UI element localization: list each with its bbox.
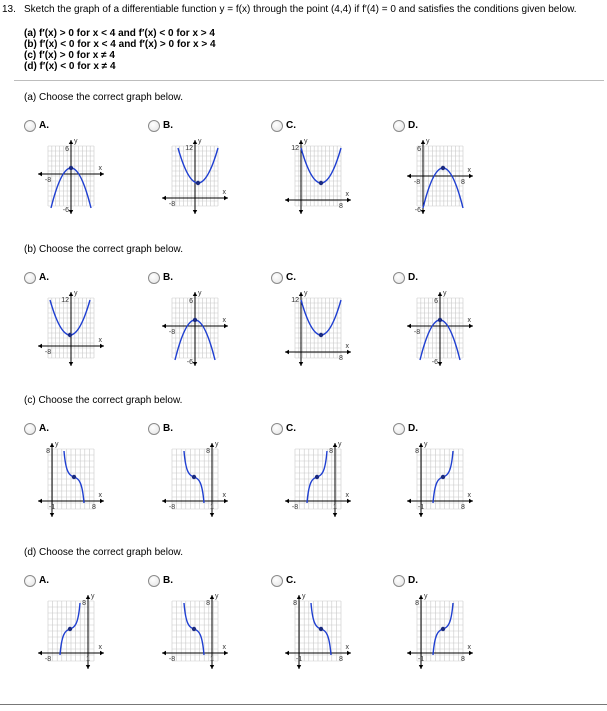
x-axis-arrow: [469, 499, 473, 503]
y-axis-arrow: [193, 292, 197, 296]
option-d-part-d[interactable]: [393, 575, 483, 591]
tick-label: 8: [415, 600, 419, 607]
radio-button[interactable]: [271, 423, 283, 435]
y-axis-arrow: [86, 665, 90, 669]
y-axis-arrow: [193, 210, 197, 214]
tick-label: 1: [210, 504, 214, 511]
option-b-part-c[interactable]: [148, 423, 238, 439]
y-axis-arrow: [297, 665, 301, 669]
y-axis-arrow: [86, 595, 90, 599]
radio-button[interactable]: [393, 423, 405, 435]
tick-label: 12: [61, 297, 69, 304]
graph-option: [277, 441, 357, 521]
x-axis-arrow: [407, 324, 411, 328]
tick-label: -8: [44, 349, 52, 356]
y-axis-label: y: [304, 138, 308, 145]
y-axis-arrow: [210, 665, 214, 669]
tick-label: 8: [206, 448, 210, 455]
x-axis-arrow: [407, 651, 411, 655]
x-axis-arrow: [100, 344, 104, 348]
radio-button[interactable]: [271, 575, 283, 587]
point-4-4: [72, 475, 76, 479]
graph-option: [154, 441, 234, 521]
option-d-part-c[interactable]: [393, 423, 483, 439]
x-axis-label: x: [345, 191, 349, 198]
tick-label: -8: [44, 656, 52, 663]
radio-button[interactable]: [148, 120, 160, 132]
tick-label: 1: [333, 504, 337, 511]
tick-label: 8: [415, 448, 419, 455]
option-c-part-a[interactable]: [271, 120, 361, 136]
option-c-part-b[interactable]: [271, 272, 361, 288]
radio-button[interactable]: [24, 272, 36, 284]
graph-option: [399, 441, 479, 521]
graph-option: [399, 290, 479, 370]
tick-label: 12: [291, 297, 299, 304]
x-axis-label: x: [98, 165, 102, 172]
y-axis-arrow: [419, 443, 423, 447]
option-label: B.: [163, 120, 173, 131]
tick-label: 6: [434, 298, 438, 305]
x-axis-label: x: [467, 167, 471, 174]
x-axis-label: x: [98, 644, 102, 651]
tick-label: 8: [82, 600, 86, 607]
y-axis-label: y: [443, 290, 447, 297]
function-curve: [301, 300, 341, 335]
y-axis-label: y: [424, 441, 428, 448]
y-axis-arrow: [333, 443, 337, 447]
radio-button[interactable]: [148, 272, 160, 284]
x-axis-arrow: [38, 499, 42, 503]
x-axis-label: x: [98, 337, 102, 344]
option-c-part-c[interactable]: [271, 423, 361, 439]
y-axis-arrow: [299, 140, 303, 144]
y-axis-arrow: [50, 443, 54, 447]
condition-d: (d) f′(x) < 0 for x ≠ 4: [24, 61, 116, 72]
radio-button[interactable]: [148, 423, 160, 435]
x-axis-label: x: [345, 492, 349, 499]
x-axis-arrow: [38, 344, 42, 348]
radio-button[interactable]: [24, 120, 36, 132]
graph-option: [30, 441, 110, 521]
y-axis-arrow: [297, 595, 301, 599]
option-a-part-c[interactable]: [24, 423, 114, 439]
x-axis-label: x: [222, 492, 226, 499]
point-4-4: [68, 333, 72, 337]
radio-button[interactable]: [393, 575, 405, 587]
option-label: A.: [39, 423, 49, 434]
tick-label: 12: [291, 145, 299, 152]
tick-label: -1: [295, 656, 303, 663]
y-axis-arrow: [438, 362, 442, 366]
tick-label: -6: [414, 207, 421, 214]
condition-b: (b) f′(x) < 0 for x < 4 and f′(x) > 0 for x > 4: [24, 39, 216, 50]
y-axis-label: y: [215, 593, 219, 600]
bottom-divider: [0, 704, 607, 705]
y-axis-arrow: [210, 443, 214, 447]
divider: [14, 80, 604, 81]
option-label: A.: [39, 120, 49, 131]
option-label: B.: [163, 272, 173, 283]
y-axis-label: y: [198, 290, 202, 297]
graph-option: [277, 138, 357, 218]
x-axis-arrow: [347, 198, 351, 202]
option-label: B.: [163, 575, 173, 586]
y-axis-arrow: [193, 140, 197, 144]
y-axis-label: y: [424, 593, 428, 600]
graph-option: [277, 593, 357, 673]
x-axis-arrow: [347, 350, 351, 354]
tick-label: 8: [339, 656, 343, 663]
radio-button[interactable]: [271, 120, 283, 132]
option-a-part-a[interactable]: [24, 120, 114, 136]
y-axis-arrow: [69, 292, 73, 296]
y-axis-arrow: [419, 595, 423, 599]
condition-c: (c) f′(x) > 0 for x ≠ 4: [24, 50, 115, 61]
tick-label: 8: [293, 600, 297, 607]
graph-option: [277, 290, 357, 370]
point-4-4: [69, 166, 73, 170]
x-axis-arrow: [100, 499, 104, 503]
point-4-4: [196, 181, 200, 185]
option-b-part-a[interactable]: [148, 120, 238, 136]
x-axis-arrow: [224, 324, 228, 328]
tick-label: -8: [168, 504, 176, 511]
part-prompt: (a) Choose the correct graph below.: [24, 92, 183, 103]
y-axis-label: y: [198, 138, 202, 145]
x-axis-arrow: [38, 172, 42, 176]
y-axis-label: y: [215, 441, 219, 448]
y-axis-arrow: [50, 513, 54, 517]
option-label: D.: [408, 120, 418, 131]
tick-label: -6: [62, 207, 69, 214]
tick-label: -6: [186, 359, 193, 366]
option-label: D.: [408, 423, 418, 434]
tick-label: 1: [86, 656, 90, 663]
option-label: C.: [286, 272, 296, 283]
x-axis-arrow: [285, 499, 289, 503]
y-axis-label: y: [304, 290, 308, 297]
y-axis-label: y: [55, 441, 59, 448]
function-curve: [301, 148, 341, 183]
x-axis-label: x: [222, 317, 226, 324]
x-axis-arrow: [285, 198, 289, 202]
tick-label: 8: [461, 504, 465, 511]
y-axis-arrow: [69, 362, 73, 366]
y-axis-label: y: [91, 593, 95, 600]
x-axis-arrow: [469, 174, 473, 178]
point-4-4: [193, 318, 197, 322]
tick-label: -1: [48, 504, 56, 511]
graph-option: [30, 138, 110, 218]
point-4-4: [441, 475, 445, 479]
y-axis-arrow: [210, 595, 214, 599]
option-label: D.: [408, 272, 418, 283]
option-label: A.: [39, 272, 49, 283]
option-b-part-b[interactable]: [148, 272, 238, 288]
x-axis-arrow: [162, 324, 166, 328]
point-4-4: [319, 181, 323, 185]
point-4-4: [68, 627, 72, 631]
y-axis-arrow: [419, 513, 423, 517]
x-axis-arrow: [407, 499, 411, 503]
function-curve: [178, 148, 218, 183]
radio-button[interactable]: [148, 575, 160, 587]
x-axis-arrow: [347, 499, 351, 503]
option-b-part-d[interactable]: [148, 575, 238, 591]
point-4-4: [319, 333, 323, 337]
x-axis-arrow: [469, 324, 473, 328]
tick-label: 1: [210, 656, 214, 663]
option-label: A.: [39, 575, 49, 586]
x-axis-label: x: [345, 343, 349, 350]
part-prompt: (c) Choose the correct graph below.: [24, 395, 183, 406]
option-d-part-b[interactable]: [393, 272, 483, 288]
tick-label: -1: [417, 656, 425, 663]
tick-label: -8: [44, 177, 52, 184]
radio-button[interactable]: [24, 423, 36, 435]
tick-label: -8: [413, 179, 421, 186]
tick-label: 8: [329, 448, 333, 455]
option-label: C.: [286, 575, 296, 586]
tick-label: -8: [168, 656, 176, 663]
tick-label: 8: [339, 355, 343, 362]
x-axis-arrow: [224, 196, 228, 200]
y-axis-arrow: [193, 362, 197, 366]
x-axis-label: x: [98, 492, 102, 499]
radio-button[interactable]: [24, 575, 36, 587]
y-axis-arrow: [333, 513, 337, 517]
option-label: B.: [163, 423, 173, 434]
y-axis-arrow: [299, 292, 303, 296]
x-axis-arrow: [285, 350, 289, 354]
y-axis-arrow: [69, 140, 73, 144]
y-axis-arrow: [69, 210, 73, 214]
y-axis-label: y: [338, 441, 342, 448]
y-axis-arrow: [299, 362, 303, 366]
x-axis-label: x: [222, 644, 226, 651]
option-label: D.: [408, 575, 418, 586]
point-4-4: [192, 627, 196, 631]
x-axis-arrow: [469, 651, 473, 655]
y-axis-label: y: [74, 290, 78, 297]
x-axis-arrow: [285, 651, 289, 655]
y-axis-arrow: [421, 140, 425, 144]
graph-option: [154, 290, 234, 370]
y-axis-arrow: [210, 513, 214, 517]
graph-option: [399, 593, 479, 673]
x-axis-label: x: [467, 317, 471, 324]
x-axis-arrow: [224, 499, 228, 503]
part-prompt: (d) Choose the correct graph below.: [24, 547, 183, 558]
graph-option: [154, 593, 234, 673]
function-curve: [50, 300, 90, 335]
point-4-4: [438, 318, 442, 322]
tick-label: 8: [461, 656, 465, 663]
x-axis-label: x: [467, 644, 471, 651]
option-d-part-a[interactable]: [393, 120, 483, 136]
y-axis-label: y: [74, 138, 78, 145]
option-a-part-d[interactable]: [24, 575, 114, 591]
x-axis-arrow: [162, 499, 166, 503]
tick-label: 8: [206, 600, 210, 607]
x-axis-arrow: [100, 651, 104, 655]
x-axis-label: x: [467, 492, 471, 499]
point-4-4: [192, 475, 196, 479]
tick-label: -1: [417, 504, 425, 511]
condition-a: (a) f′(x) > 0 for x < 4 and f′(x) < 0 for x > 4: [24, 28, 215, 39]
tick-label: -6: [431, 359, 438, 366]
tick-label: 6: [417, 146, 421, 153]
tick-label: 8: [339, 203, 343, 210]
y-axis-arrow: [438, 292, 442, 296]
function-curve: [423, 168, 463, 208]
graph-option: [30, 593, 110, 673]
tick-label: 12: [185, 145, 193, 152]
x-axis-arrow: [162, 651, 166, 655]
tick-label: 6: [189, 298, 193, 305]
x-axis-label: x: [345, 644, 349, 651]
tick-label: -8: [291, 504, 299, 511]
y-axis-arrow: [299, 210, 303, 214]
y-axis-arrow: [421, 210, 425, 214]
x-axis-arrow: [224, 651, 228, 655]
x-axis-arrow: [162, 196, 166, 200]
point-4-4: [441, 627, 445, 631]
radio-button[interactable]: [393, 272, 405, 284]
tick-label: 8: [461, 179, 465, 186]
y-axis-label: y: [426, 138, 430, 145]
tick-label: 8: [46, 448, 50, 455]
radio-button[interactable]: [271, 272, 283, 284]
graph-option: [399, 138, 479, 218]
graph-option: [30, 290, 110, 370]
x-axis-arrow: [100, 172, 104, 176]
tick-label: 8: [92, 504, 96, 511]
tick-label: -8: [168, 329, 176, 336]
x-axis-arrow: [407, 174, 411, 178]
tick-label: -8: [413, 329, 421, 336]
graph-option: [154, 138, 234, 218]
point-4-4: [315, 475, 319, 479]
x-axis-label: x: [222, 189, 226, 196]
x-axis-arrow: [347, 651, 351, 655]
x-axis-arrow: [38, 651, 42, 655]
option-label: C.: [286, 120, 296, 131]
radio-button[interactable]: [393, 120, 405, 132]
point-4-4: [441, 166, 445, 170]
part-prompt: (b) Choose the correct graph below.: [24, 244, 183, 255]
tick-label: -8: [168, 201, 176, 208]
tick-label: 6: [65, 146, 69, 153]
option-label: C.: [286, 423, 296, 434]
y-axis-label: y: [302, 593, 306, 600]
point-4-4: [319, 627, 323, 631]
question-text: Sketch the graph of a differentiable function y = f(x) through the point (4,4) if f′(4) = 0 and satisfies the conditions given below.: [24, 4, 577, 15]
option-c-part-d[interactable]: [271, 575, 361, 591]
question-number: 13.: [2, 4, 16, 15]
y-axis-arrow: [419, 665, 423, 669]
option-a-part-b[interactable]: [24, 272, 114, 288]
